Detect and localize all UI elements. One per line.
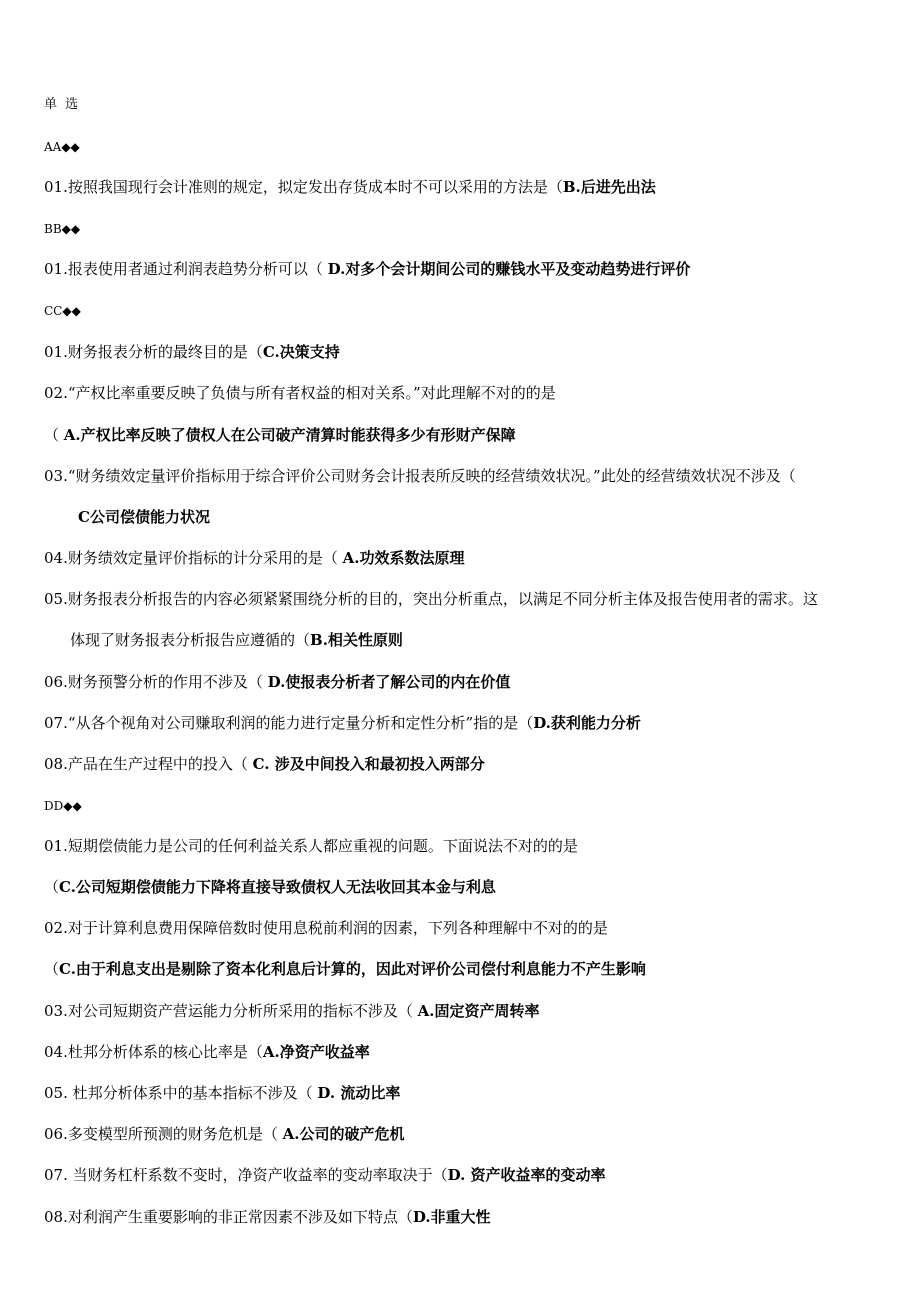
section-marker-cc: CC◆◆ xyxy=(44,304,81,318)
question-text: 08.产品在生产过程中的投入（ xyxy=(44,755,253,773)
question-bb-01 xyxy=(44,259,880,279)
answer-text: D. 资产收益率的变动率 xyxy=(447,1166,606,1184)
question-dd-03 xyxy=(44,1001,880,1021)
question-text: 02.对于计算利息费用保障倍数时使用息税前利润的因素，下列各种理解中不对的的是 xyxy=(44,919,608,937)
answer-text: A.功效系数法原理 xyxy=(342,549,465,567)
question-cc-08 xyxy=(44,754,880,774)
question-dd-01 xyxy=(44,836,880,856)
answer-text: C.决策支持 xyxy=(262,343,340,361)
question-text: 05.财务报表分析报告的内容必须紧紧围绕分析的目的，突出分析重点，以满足不同分析主体及报告使用者的需求。这 xyxy=(44,590,818,608)
answer-text: D.对多个会计期间公司的赚钱水平及变动趋势进行评价 xyxy=(327,260,691,278)
question-text: 01.短期偿债能力是公司的任何利益关系人都应重视的问题。下面说法不对的的是 xyxy=(44,837,578,855)
answer-text: C.公司短期偿债能力下降将直接导致债权人无法收回其本金与利息 xyxy=(59,878,496,896)
answer-text: D.使报表分析者了解公司的内在价值 xyxy=(267,673,511,691)
section-marker-aa: AA◆◆ xyxy=(44,140,80,154)
question-dd-06 xyxy=(44,1124,880,1144)
question-text: 01.报表使用者通过利润表趋势分析可以（ xyxy=(44,260,328,278)
answer-text: A.产权比率反映了债权人在公司破产清算时能获得多少有形财产保障 xyxy=(63,426,516,444)
question-aa-01 xyxy=(44,177,880,197)
question-cc-07 xyxy=(44,713,880,733)
question-dd-04 xyxy=(44,1042,880,1062)
question-text: 06.多变模型所预测的财务危机是（ xyxy=(44,1125,283,1143)
question-text: 08.对利润产生重要影响的非正常因素不涉及如下特点（ xyxy=(44,1208,413,1226)
question-text: 03.对公司短期资产营运能力分析所采用的指标不涉及（ xyxy=(44,1002,418,1020)
section-marker-dd: DD◆◆ xyxy=(44,799,82,813)
question-text: 01.财务报表分析的最终目的是（ xyxy=(44,343,263,361)
question-text: 01.按照我国现行会计准则的规定，拟定发出存货成本时不可以采用的方法是（ xyxy=(44,178,563,196)
question-text: 02.“产权比率重要反映了负债与所有者权益的相对关系。”对此理解不对的的是 xyxy=(44,384,556,402)
question-dd-05 xyxy=(44,1083,880,1103)
question-text: 07. 当财务杠杆系数不变时，净资产收益率的变动率取决于（ xyxy=(44,1166,448,1184)
question-cc-03 xyxy=(44,466,880,486)
section-marker-bb: BB◆◆ xyxy=(44,222,81,236)
question-cc-01 xyxy=(44,342,880,362)
question-text-cont: （ xyxy=(44,426,64,444)
answer-text: B.相关性原则 xyxy=(310,631,403,649)
answer-text: C. 涉及中间投入和最初投入两部分 xyxy=(252,755,485,773)
question-cc-05-answer-line xyxy=(70,630,880,650)
answer-text: A.净资产收益率 xyxy=(262,1043,370,1061)
page-heading: 单 选 xyxy=(44,97,81,112)
answer-cc-03: C公司偿债能力状况 xyxy=(78,508,210,526)
question-cc-06 xyxy=(44,672,880,692)
question-cc-05 xyxy=(44,589,880,609)
question-text: 05. 杜邦分析体系中的基本指标不涉及（ xyxy=(44,1084,318,1102)
question-dd-08 xyxy=(44,1207,880,1227)
question-text: 04.杜邦分析体系的核心比率是（ xyxy=(44,1043,263,1061)
answer-text: A.公司的破产危机 xyxy=(282,1125,405,1143)
question-dd-07 xyxy=(44,1165,880,1185)
answer-text: D. 流动比率 xyxy=(317,1084,401,1102)
question-dd-01-answer-line xyxy=(44,877,880,897)
question-text: 06.财务预警分析的作用不涉及（ xyxy=(44,673,268,691)
answer-text: B.后进先出法 xyxy=(562,178,656,196)
question-cc-04 xyxy=(44,548,880,568)
answer-text: D.获利能力分析 xyxy=(533,714,641,732)
question-cc-02-answer-line xyxy=(44,425,880,445)
answer-text: D.非重大性 xyxy=(412,1208,491,1226)
question-dd-02 xyxy=(44,918,880,938)
question-dd-02-answer-line xyxy=(44,959,880,979)
question-text: 07.“从各个视角对公司赚取利润的能力进行定量分析和定性分析”指的是（ xyxy=(44,714,534,732)
question-text-cont: 体现了财务报表分析报告应遵循的（ xyxy=(70,631,311,649)
question-text: 04.财务绩效定量评价指标的计分采用的是（ xyxy=(44,549,343,567)
answer-text: C.由于利息支出是剔除了资本化利息后计算的，因此对评价公司偿付利息能力不产生影响 xyxy=(59,960,646,978)
question-text: 03.“财务绩效定量评价指标用于综合评价公司财务会计报表所反映的经营绩效状况。”此处的经营绩效状况不涉及（ xyxy=(44,467,796,485)
question-text-cont: （ xyxy=(44,960,60,978)
answer-text: A.固定资产周转率 xyxy=(417,1002,540,1020)
question-cc-02 xyxy=(44,383,880,403)
question-text-cont: （ xyxy=(44,878,60,896)
